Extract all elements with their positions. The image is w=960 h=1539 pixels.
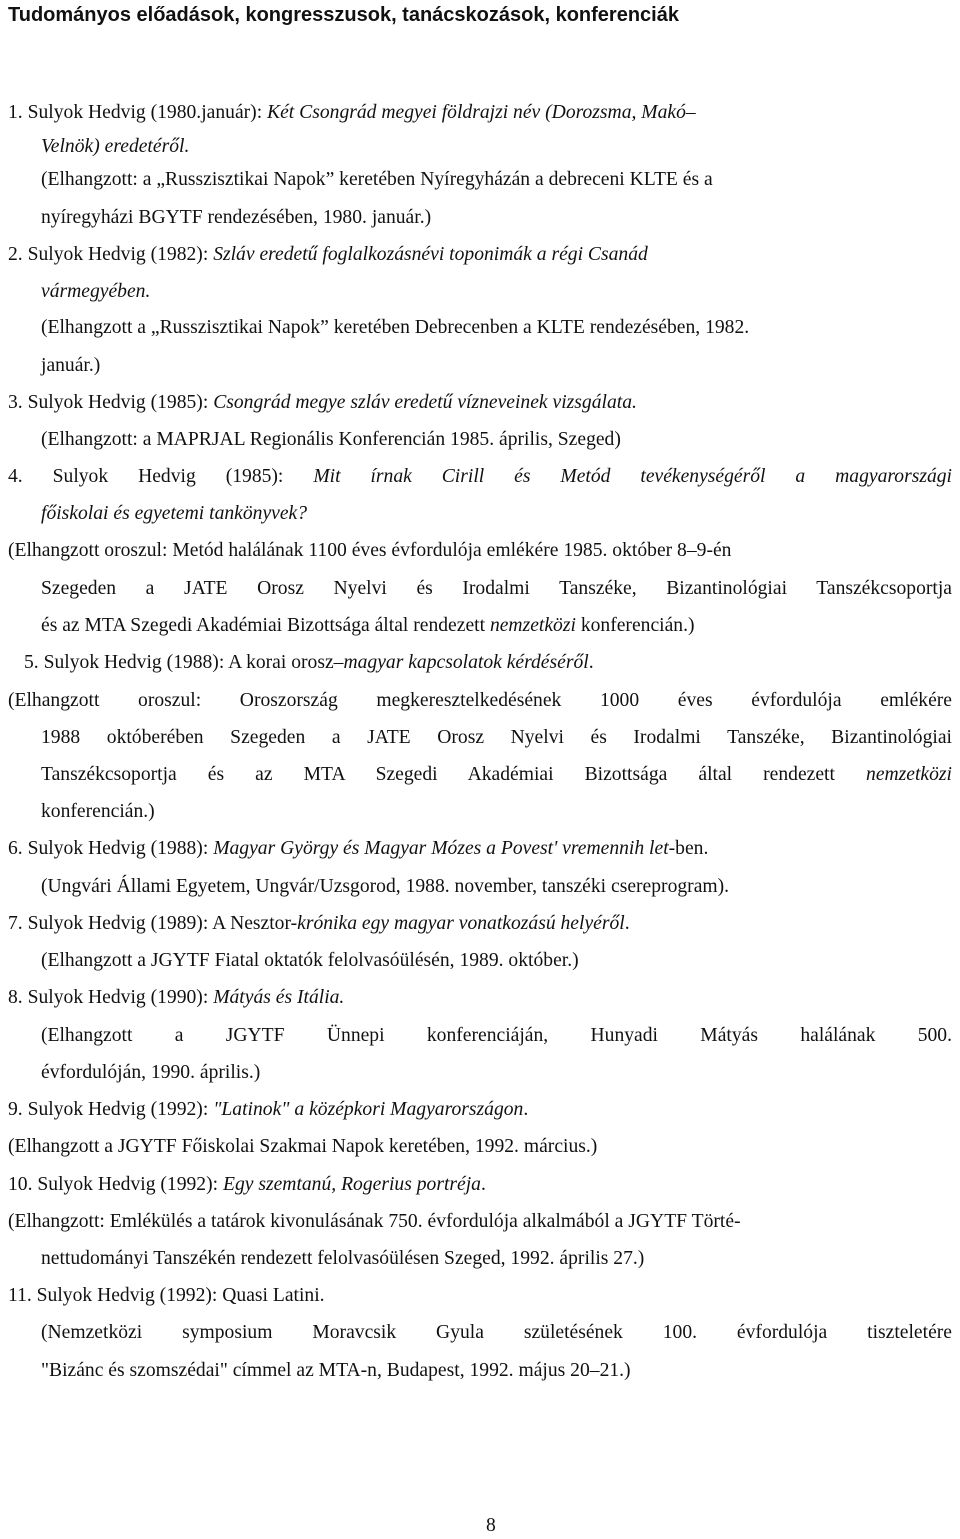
text-line [41, 1060, 260, 1086]
line-text: . [624, 913, 630, 934]
line-text: és az MTA Szegedi Akadémiai Bizottsága által rendezett [41, 615, 490, 636]
text-line [41, 315, 749, 341]
text-line [41, 1358, 631, 1384]
line-text: 1988 októberében Szegeden a JATE Orosz Nyelvi és Irodalmi Tanszéke, Bizantinológiai [41, 727, 952, 748]
line-text: 5. Sulyok Hedvig (1988): A korai orosz– [24, 652, 344, 673]
text-line [8, 836, 708, 862]
line-text: "Bizánc és szomszédai" címmel az MTA-n, Budapest, 1992. május 20–21.) [41, 1360, 631, 1381]
text-line [41, 427, 621, 453]
text-line [41, 353, 100, 379]
line-text: (Elhangzott: a MAPRJAL Regionális Konferencián 1985. április, Szeged) [41, 429, 621, 450]
line-text: (Elhangzott oroszul: Metód halálának 1100 éves évfordulója emlékére 1985. október 8–9-én [8, 540, 732, 561]
italic-title-text: "Latinok" a középkori Magyarországon [213, 1099, 524, 1120]
line-text: (Elhangzott a JGYTF Főiskolai Szakmai Napok keretében, 1992. március.) [8, 1136, 598, 1157]
italic-title-text: nemzetközi [489, 615, 576, 636]
line-text: -ben. [668, 838, 709, 859]
text-line [8, 242, 648, 268]
text-line [8, 390, 637, 416]
line-text: . [523, 1099, 529, 1120]
italic-title-text: Egy szemtanú, Rogerius portréja [222, 1174, 481, 1195]
text-line [8, 1097, 528, 1123]
text-line [41, 725, 952, 751]
text-line [41, 613, 695, 639]
line-text: konferencián.) [41, 801, 155, 822]
italic-title-text: vármegyében. [41, 281, 151, 302]
italic-title-text: magyar kapcsolatok kérdéséről [343, 652, 589, 673]
text-line [8, 100, 696, 126]
line-text: (Nemzetközi symposium Moravcsik Gyula születésének 100. évfordulója tiszteletére [41, 1322, 952, 1343]
line-text: . [480, 1174, 486, 1195]
page-number: 8 [486, 1515, 496, 1536]
line-text: konferencián.) [575, 615, 695, 636]
line-text: (Elhangzott a JGYTF Fiatal oktatók felolvasóülésén, 1989. október.) [41, 950, 579, 971]
italic-title-text: krónika egy magyar vonatkozású helyéről [297, 913, 625, 934]
text-line [24, 650, 594, 676]
line-text: 1. Sulyok Hedvig (1980.január): [8, 102, 268, 123]
text-line [41, 1320, 952, 1346]
text-line [41, 576, 952, 602]
line-text: (Ungvári Állami Egyetem, Ungvár/Uzsgorod, 1988. november, tanszéki csereprogram). [41, 876, 730, 897]
line-text: 6. Sulyok Hedvig (1988): [8, 838, 214, 859]
line-text: évfordulóján, 1990. április.) [41, 1062, 261, 1083]
text-line [41, 167, 713, 193]
line-text: nettudományi Tanszékén rendezett felolvasóülésen Szeged, 1992. április 27.) [41, 1248, 645, 1269]
line-text: Tanszékcsoportja és az MTA Szegedi Akadémiai Bizottsága által rendezett [41, 764, 867, 785]
italic-title-text: főiskolai és egyetemi tankönyvek? [41, 503, 308, 524]
text-line [8, 1172, 486, 1198]
line-text: Szegeden a JATE Orosz Nyelvi és Irodalmi Tanszéke, Bizantinológiai Tanszékcsoportja [41, 578, 952, 599]
line-text: 7. Sulyok Hedvig (1989): A Nesztor- [8, 913, 298, 934]
line-text: 11. Sulyok Hedvig (1992): Quasi Latini. [8, 1285, 325, 1306]
line-text: (Elhangzott: a „Russzisztikai Napok” keretében Nyíregyházán a debreceni KLTE és a [41, 169, 713, 190]
text-line [41, 134, 189, 160]
text-line [41, 799, 155, 825]
text-line [8, 464, 952, 490]
line-text: 2. Sulyok Hedvig (1982): [8, 244, 214, 265]
page-heading: Tudományos előadások, kongresszusok, tanácskozások, konferenciák [8, 4, 679, 26]
italic-title-text: Csongrád megye szláv eredetű vízneveinek vizsgálata. [213, 392, 637, 413]
line-text: 8. Sulyok Hedvig (1990): [8, 987, 214, 1008]
italic-title-text: Magyar György és Magyar Mózes a Povest' vremennih let [213, 838, 669, 859]
line-text: 9. Sulyok Hedvig (1992): [8, 1099, 214, 1120]
italic-title-text: Mátyás és Itália. [213, 987, 345, 1008]
text-line [8, 911, 630, 937]
line-text: . [588, 652, 594, 673]
italic-title-text: Szláv eredetű foglalkozásnévi toponimák a régi Csanád [213, 244, 648, 265]
line-text: (Elhangzott a „Russzisztikai Napok” keretében Debrecenben a KLTE rendezésében, 1982. [41, 317, 750, 338]
italic-title-text: nemzetközi [866, 764, 952, 785]
line-text: (Elhangzott oroszul: Oroszország megkeresztelkedésének 1000 éves évfordulója emlékére [8, 690, 952, 711]
text-line [41, 1246, 644, 1272]
text-line [41, 948, 579, 974]
text-line [8, 1283, 325, 1309]
line-text: január.) [41, 355, 101, 376]
line-text: nyíregyházi BGYTF rendezésében, 1980. január.) [41, 207, 432, 228]
text-line [41, 1023, 952, 1049]
line-text: (Elhangzott a JGYTF Ünnepi konferenciáján, Hunyadi Mátyás halálának 500. [41, 1025, 952, 1046]
line-text: (Elhangzott: Emlékülés a tatárok kivonulásának 750. évfordulója alkalmából a JGYTF Törté- [8, 1211, 741, 1232]
line-text: 10. Sulyok Hedvig (1992): [8, 1174, 223, 1195]
text-line [41, 762, 952, 788]
text-line [41, 874, 729, 900]
italic-title-text: Velnök) eredetéről. [41, 136, 190, 157]
line-text: 3. Sulyok Hedvig (1985): [8, 392, 214, 413]
text-line [41, 205, 431, 231]
text-line [41, 279, 150, 305]
text-line [8, 1209, 741, 1235]
text-line [8, 538, 731, 564]
text-line [8, 985, 344, 1011]
text-line [8, 1134, 597, 1160]
text-line [41, 501, 307, 527]
line-text: 4. Sulyok Hedvig (1985): [8, 466, 314, 487]
italic-title-text: Mit írnak Cirill és Metód tevékenységéről a magyarországi [313, 466, 952, 487]
italic-title-text: Két Csongrád megyei földrajzi név (Dorozsma, Makó– [267, 102, 696, 123]
text-line [8, 688, 952, 714]
